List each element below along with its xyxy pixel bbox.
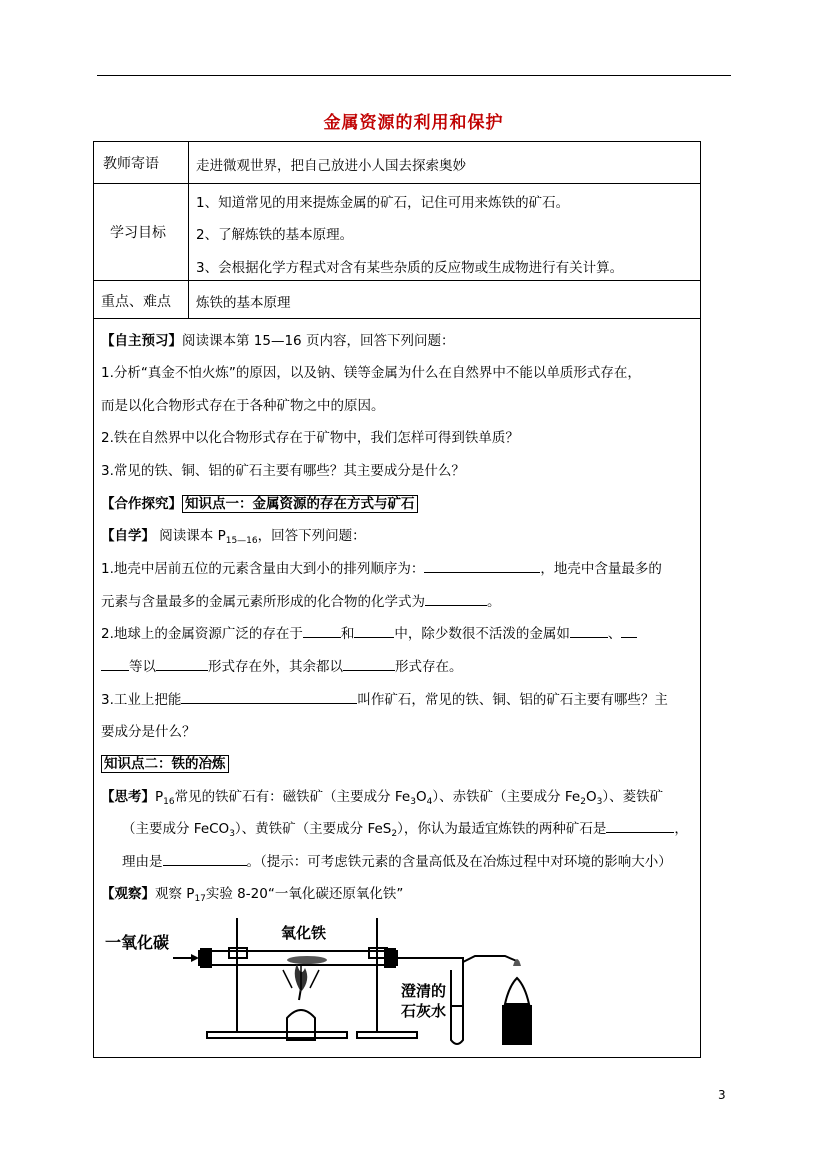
label-limewater-2: 石灰水 [401,1002,447,1020]
self-study-line: 【自学】 阅读课本 $P_{15—16}$，回答下列问题： [101,528,366,546]
preview-intro: 【自主预习】阅读课本第 15—16 页内容，回答下列问题： [101,333,455,349]
header-rule [97,75,731,76]
goal-3: 3、会根据化学方程式对含有某些杂质的反应物或生成物进行有关计算。 [196,260,624,276]
flame [283,964,319,992]
answer-blank[interactable] [606,820,674,833]
ore-sample [287,956,327,964]
key-points: 炼铁的基本原理 [196,295,291,311]
answer-blank[interactable] [425,593,487,606]
inlet-arrowhead [191,954,199,962]
answer-blank[interactable] [101,658,129,671]
preview-q1-line1: 1.分析“真金不怕火炼”的原因，以及钠、镁等金属为什么在自然界中不能以单质形式存在， [101,365,641,381]
page-number: 3 [718,1088,726,1102]
row-divider [93,280,701,281]
knowledge-point-2: 知识点二：铁的冶炼 [101,755,229,773]
label-co: 一氧化碳 [105,933,170,952]
knowledge-point-2-line [101,752,229,772]
coop-heading [101,492,418,512]
think-line1: 【思考】$P_{16}$常见的铁矿石有：磁铁矿（主要成分 $Fe_3O_4$）、赤铁矿（主要成分 $Fe_2O_3$）、菱铁矿 [101,789,664,807]
think-line2: （主要成分 FeCO$_3$）、黄铁矿（主要成分 FeS$_2$），你认为最适宜炼铁的两种矿石是 ， [122,821,688,839]
burner-stand [503,1006,531,1044]
burner-bottle [505,978,529,1004]
label-iron-oxide: 氧化铁 [281,924,327,942]
coop-q2-line1: 2.地球上的金属资源广泛的存在于 和 中，除少数很不活泼的金属如 、 [101,622,637,642]
row-divider [93,318,701,319]
knowledge-point-1: 知识点一：金属资源的存在方式与矿石 [182,495,418,513]
answer-blank[interactable] [163,853,247,866]
goal-1: 1、知道常见的用来提炼金属的矿石，记住可用来炼铁的矿石。 [196,195,570,211]
coop-q1-line1: 1.地壳中居前五位的元素含量由大到小的排列顺序为： ，地壳中含量最多的 [101,561,662,577]
preview-q3: 3.常见的铁、铜、铝的矿石主要有哪些？其主要成分是什么？ [101,463,465,479]
answer-blank[interactable] [303,625,341,638]
coop-q3-line2: 要成分是什么？ [101,724,196,740]
answer-blank[interactable] [354,625,394,638]
teacher-message-label: 教师寄语 [103,156,159,172]
delivery-tube [463,956,519,962]
stopper-left [201,949,211,967]
coop-q1-line2: 元素与含量最多的金属元素所形成的化合物的化学式为 。 [101,594,501,610]
page-title: 金属资源的利用和保护 [323,113,504,133]
stand-base-left [207,1032,347,1038]
answer-blank[interactable] [343,658,395,671]
teacher-message: 走进微观世界，把自己放进小人国去探索奥妙 [196,158,466,174]
key-points-label: 重点、难点 [101,294,171,310]
label-limewater-1: 澄清的 [401,982,447,1000]
observe-line: 【观察】观察 $P_{17}$实验 8-20“一氧化碳还原氧化铁” [101,886,404,904]
coop-tag: 【合作探究】 [101,496,182,512]
answer-blank[interactable] [570,625,608,638]
preview-q2: 2.铁在自然界中以化合物形式存在于矿物中，我们怎样可得到铁单质？ [101,430,519,446]
alcohol-lamp [287,1010,315,1040]
answer-blank[interactable] [424,560,540,573]
answer-blank[interactable] [621,625,637,638]
goals-label: 学习目标 [110,225,166,241]
preview-tag: 【自主预习】 [101,333,182,349]
goal-2: 2、了解炼铁的基本原理。 [196,227,354,243]
row-divider [93,183,701,184]
think-line3: 理由是 。（提示：可考虑铁元素的含量高低及在冶炼过程中对环境的影响大小） [122,854,672,870]
preview-q1-line2: 而是以化合物形式存在于各种矿物之中的原因。 [101,398,385,414]
coop-q2-line2: 等以 形式存在外，其余都以 形式存在。 [101,655,463,675]
experiment-diagram [105,908,585,1050]
coop-q3-line1: 3.工业上把能 叫作矿石，常见的铁、铜、铝的矿石主要有哪些？主 [101,692,668,708]
stand-base-right [357,1032,417,1038]
answer-blank[interactable] [181,691,357,704]
answer-blank[interactable] [156,658,208,671]
column-divider [188,141,189,318]
